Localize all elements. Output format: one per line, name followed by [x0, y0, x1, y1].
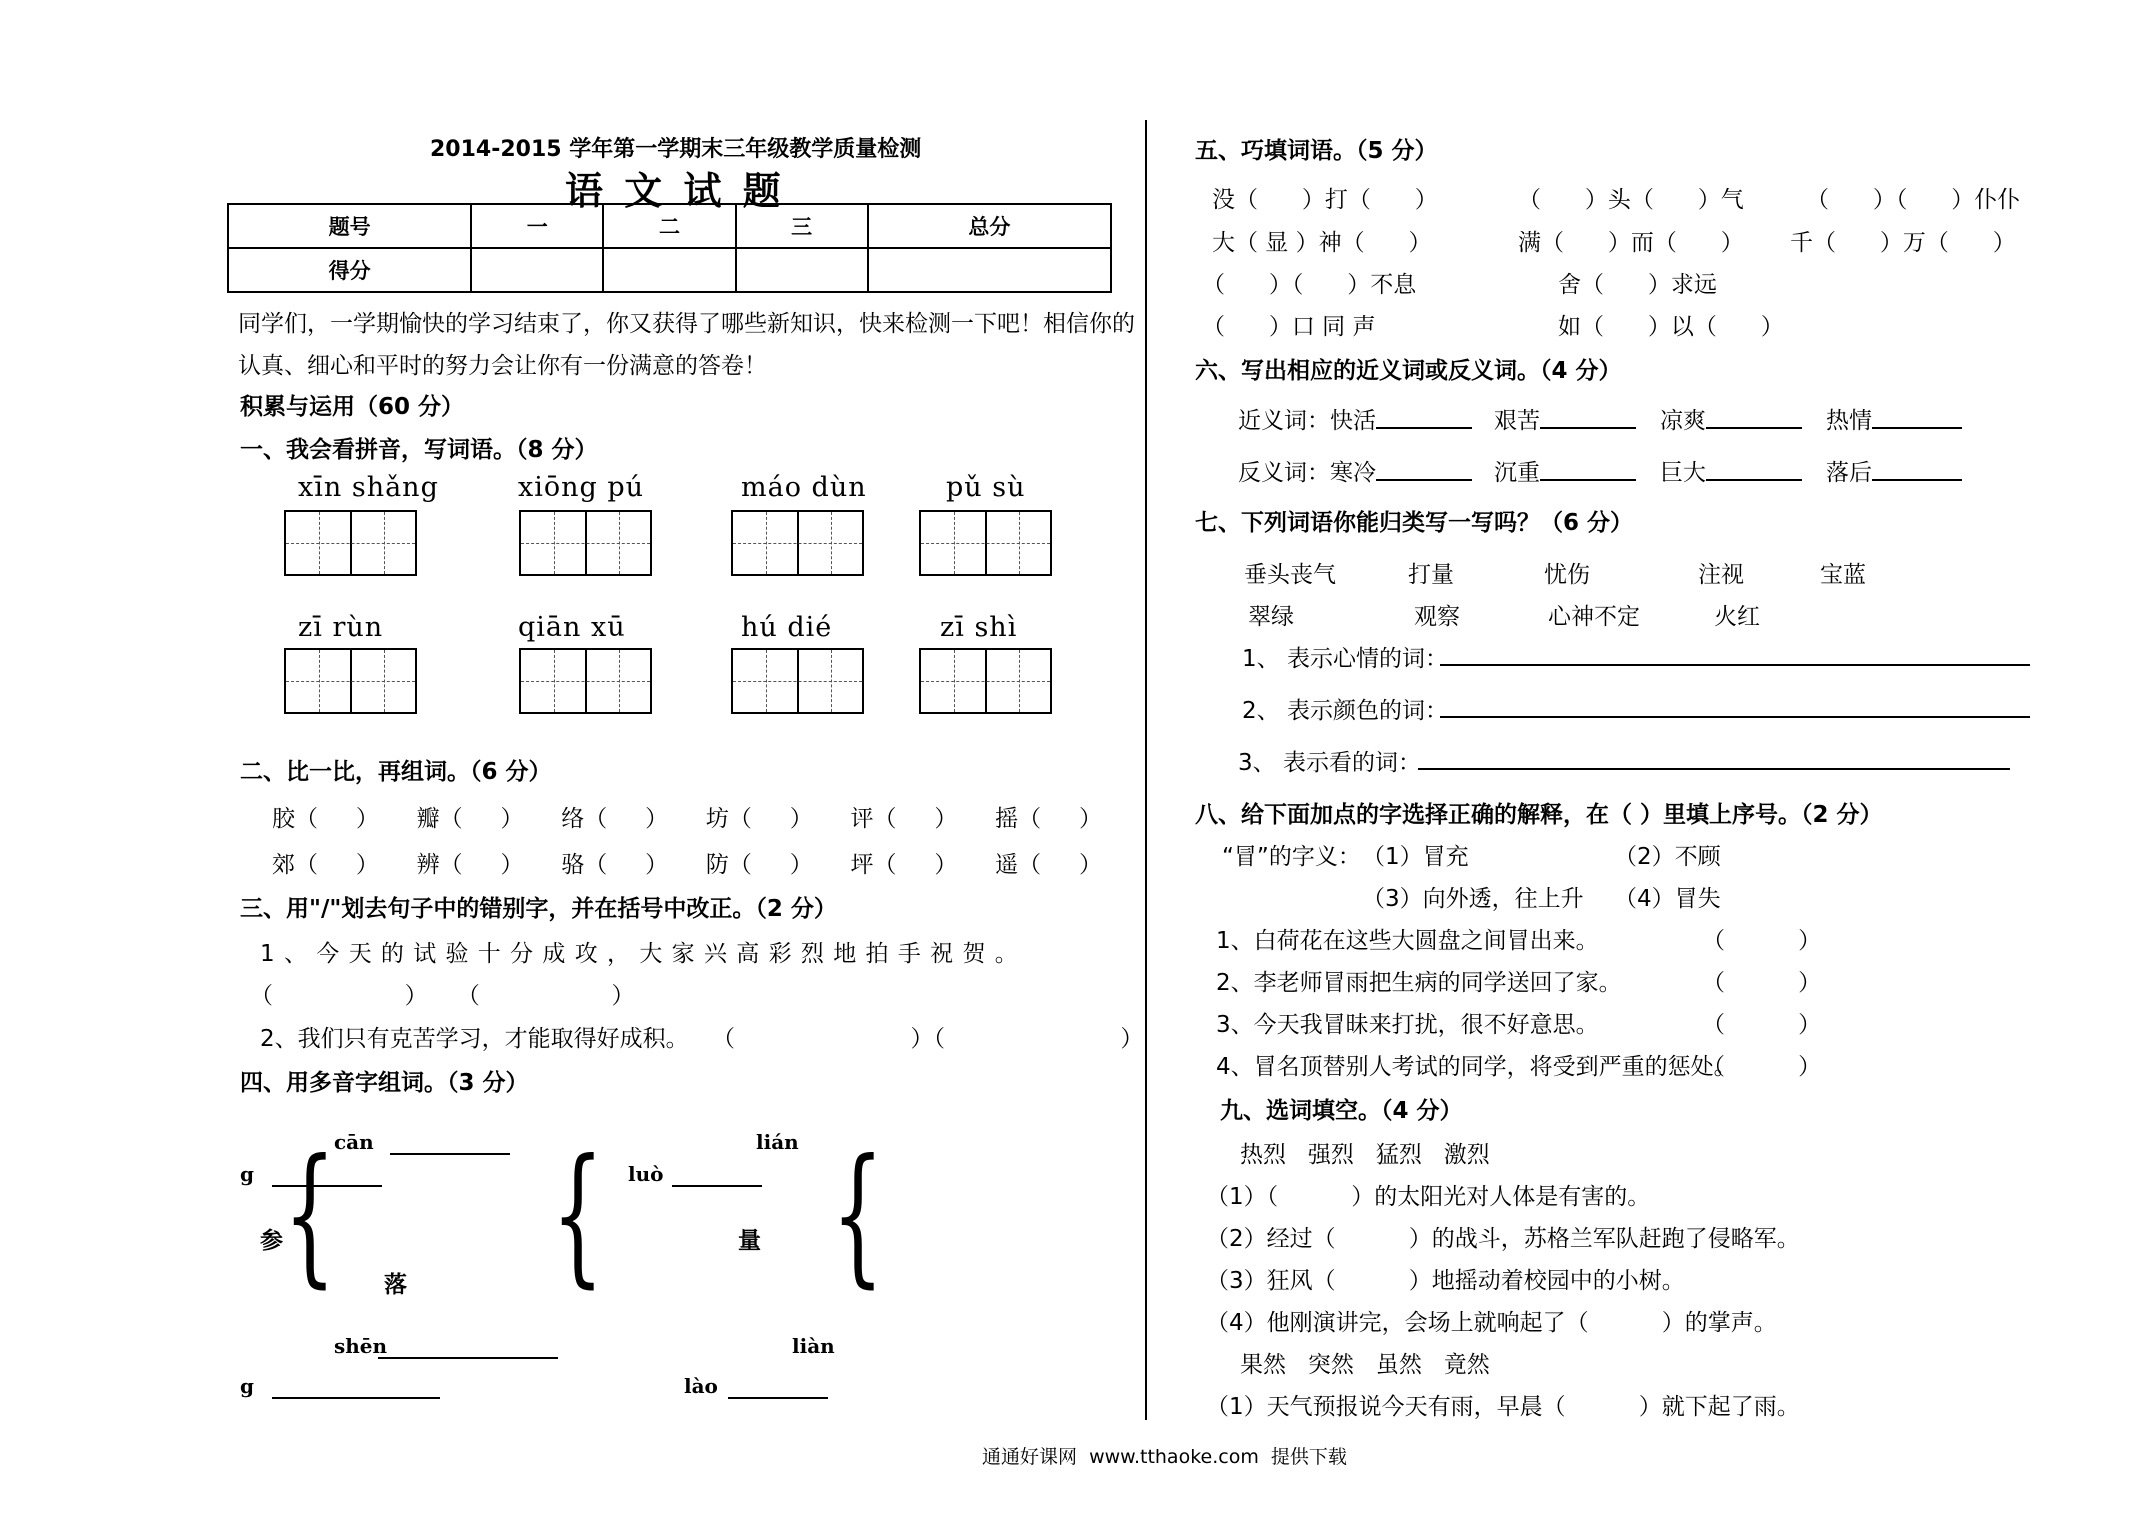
- pinyin-label: shēn: [334, 1334, 388, 1358]
- writing-grid[interactable]: [731, 648, 864, 714]
- pinyin-label: xīn shǎng: [298, 472, 439, 503]
- q4-title: 四、用多音字组词。（3 分）: [240, 1070, 529, 1096]
- score-header-cell: 题号: [228, 204, 471, 248]
- intro-line-1: 同学们，一学期愉快的学习结束了，你又获得了哪些新知识，快来检测一下吧！相信你的: [238, 311, 1135, 337]
- answer-line[interactable]: [672, 1185, 762, 1187]
- q9-sentence[interactable]: （4）他刚演讲完，会场上就响起了（ ）的掌声。: [1206, 1310, 1777, 1336]
- q5-item: 舍（ ）求远: [1558, 272, 1717, 298]
- q3-sentence-1: 1 、 今 天 的 试 验 十 分 成 攻 ， 大 家 兴 高 彩 烈 地 拍 手 祝 贺 。: [260, 941, 1019, 967]
- q2-paren: ）: [1078, 806, 1102, 832]
- pinyin-label: zī rùn: [298, 612, 384, 643]
- q4-char: 落: [384, 1272, 407, 1298]
- q7-word: 观察: [1414, 604, 1460, 630]
- pinyin-label: luò: [628, 1162, 664, 1186]
- q2-paren: ）: [500, 852, 524, 878]
- q2-char: 遥（: [995, 852, 1042, 878]
- near-word: 热情: [1826, 408, 1872, 434]
- q8-meaning-label: “冒”的字义：: [1222, 844, 1361, 870]
- answer-line[interactable]: [1706, 427, 1802, 429]
- q9-word-options: 果然 突然 虽然 竟然: [1240, 1352, 1490, 1378]
- pinyin-label: qiān xū: [518, 612, 626, 643]
- anti-word: 落后: [1826, 460, 1872, 486]
- writing-grid[interactable]: [519, 648, 652, 714]
- score-header-cell: 一: [471, 204, 603, 248]
- anti-word: 沉重: [1494, 460, 1540, 486]
- q2-paren: ）: [789, 806, 813, 832]
- score-header-cell: 三: [736, 204, 868, 248]
- q8-sentence: 1、白荷花在这些大圆盘之间冒出来。: [1216, 928, 1599, 954]
- score-label-cell: 得分: [228, 248, 471, 292]
- q8-meaning: （2）不顾: [1614, 844, 1721, 870]
- q5-item: 千（ ）万（ ）: [1790, 230, 2016, 256]
- writing-grid[interactable]: [284, 648, 417, 714]
- q8-answer-paren[interactable]: （ ）: [1702, 928, 1822, 954]
- q7-word: 垂头丧气: [1244, 562, 1336, 588]
- q5-title: 五、巧填词语。（5 分）: [1195, 138, 1438, 164]
- answer-line[interactable]: [1872, 427, 1962, 429]
- q5-item: （ ）（ ）不息: [1202, 272, 1417, 298]
- q9-sentence[interactable]: （3）狂风（ ）地摇动着校园中的小树。: [1206, 1268, 1685, 1294]
- q9-sentence[interactable]: （2）经过（ ）的战斗，苏格兰军队赶跑了侵略军。: [1206, 1226, 1800, 1252]
- q9-word-options: 热烈 强烈 猛烈 激烈: [1240, 1142, 1490, 1168]
- anti-word: 寒冷: [1330, 460, 1376, 486]
- q8-answer-paren[interactable]: （ ）: [1702, 970, 1822, 996]
- answer-line[interactable]: [1376, 427, 1472, 429]
- q2-char: 辨（: [416, 852, 463, 878]
- q7-word: 忧伤: [1544, 562, 1590, 588]
- score-input-cell[interactable]: [736, 248, 868, 292]
- pinyin-label: g: [240, 1374, 254, 1398]
- answer-line[interactable]: [1872, 479, 1962, 481]
- q5-item: （ ）（ ）仆仆: [1806, 187, 2021, 213]
- q7-word: 宝蓝: [1820, 562, 1866, 588]
- column-divider: [1145, 120, 1147, 1420]
- q8-sentence: 2、李老师冒雨把生病的同学送回了家。: [1216, 970, 1622, 996]
- answer-line[interactable]: [1418, 768, 2010, 770]
- q7-item: 1、 表示心情的词：: [1242, 646, 1448, 672]
- pinyin-label: lào: [684, 1374, 718, 1398]
- q2-paren: ）: [645, 852, 669, 878]
- q1-title: 一、我会看拼音，写词语。（8 分）: [240, 437, 598, 463]
- q8-meaning: （4）冒失: [1614, 886, 1721, 912]
- q9-sentence[interactable]: （1）（ ）的太阳光对人体是有害的。: [1206, 1184, 1651, 1210]
- near-word: 艰苦: [1494, 408, 1540, 434]
- exam-subtitle: 语 文 试 题: [565, 169, 785, 213]
- pinyin-label: lián: [756, 1130, 799, 1154]
- score-header-cell: 总分: [868, 204, 1111, 248]
- q2-char: 坪（: [850, 852, 897, 878]
- answer-line[interactable]: [390, 1153, 510, 1155]
- answer-line[interactable]: [1540, 427, 1636, 429]
- score-header-cell: 二: [603, 204, 735, 248]
- q2-paren: ）: [500, 806, 524, 832]
- q5-item: 没（ ）打（ ）: [1212, 187, 1438, 213]
- score-table: [227, 203, 1112, 293]
- answer-line[interactable]: [728, 1397, 828, 1399]
- pinyin-label: hú dié: [741, 612, 833, 643]
- near-word: 快活: [1330, 408, 1376, 434]
- answer-line[interactable]: [1440, 716, 2030, 718]
- writing-grid[interactable]: [519, 510, 652, 576]
- answer-line[interactable]: [1540, 479, 1636, 481]
- anti-label: 反义词：: [1238, 460, 1330, 486]
- q2-char: 胶（: [272, 806, 318, 832]
- q5-item: 大（ 显 ）神（ ）: [1212, 230, 1432, 256]
- q8-answer-paren[interactable]: （ ）: [1702, 1012, 1822, 1038]
- pinyin-label: máo dùn: [741, 472, 867, 503]
- pinyin-label: liàn: [792, 1334, 835, 1358]
- brace-icon: {: [283, 1128, 336, 1302]
- q7-word: 打量: [1408, 562, 1454, 588]
- q2-paren: ）: [1078, 852, 1102, 878]
- exam-title: 2014-2015 学年第一学期末三年级教学质量检测: [430, 137, 922, 162]
- answer-line[interactable]: [272, 1397, 440, 1399]
- q3-title: 三、用"/"划去句子中的错别字，并在括号中改正。（2 分）: [240, 896, 837, 922]
- score-input-cell[interactable]: [471, 248, 603, 292]
- q2-char: 骆（: [561, 852, 608, 878]
- q5-item: （ ）口 同 声: [1202, 314, 1376, 340]
- q9-sentence[interactable]: （1）天气预报说今天有雨，早晨（ ）就下起了雨。: [1206, 1394, 1800, 1420]
- q7-word: 翠绿: [1248, 604, 1294, 630]
- footer-source: 通通好课网 www.tthaoke.com 提供下载: [982, 1446, 1347, 1468]
- anti-word: 巨大: [1660, 460, 1706, 486]
- q9-title: 九、选词填空。（4 分）: [1220, 1098, 1463, 1124]
- pinyin-label: g: [240, 1162, 254, 1186]
- q2-paren: ）: [934, 806, 958, 832]
- writing-grid[interactable]: [731, 510, 864, 576]
- answer-line[interactable]: [1706, 479, 1802, 481]
- pinyin-label: cān: [334, 1130, 374, 1154]
- writing-grid[interactable]: [284, 510, 417, 576]
- q5-item: 满（ ）而（ ）: [1518, 230, 1744, 256]
- q2-char: 瓣（: [416, 806, 463, 832]
- q2-char: 坊（: [705, 806, 752, 832]
- writing-grid[interactable]: [919, 510, 1052, 576]
- pinyin-label: zī shì: [940, 612, 1018, 643]
- q2-paren: ）: [645, 806, 669, 832]
- q3-sentence-2: 2、我们只有克苦学习，才能取得好成积。: [260, 1026, 689, 1052]
- intro-line-2: 认真、细心和平时的努力会让你有一份满意的答卷！: [238, 353, 767, 379]
- q2-char: 摇（: [995, 806, 1042, 832]
- q7-item: 3、 表示看的词：: [1238, 750, 1421, 776]
- q2-paren: ）: [934, 852, 958, 878]
- q3-answer-parens-2[interactable]: （ ）（ ）: [712, 1026, 1144, 1052]
- q2-row-2: [272, 846, 1102, 879]
- q5-item: 如（ ）以（ ）: [1558, 314, 1784, 340]
- writing-grid[interactable]: [919, 648, 1052, 714]
- q2-char: 评（: [850, 806, 897, 832]
- q2-paren: ）: [355, 852, 379, 878]
- q8-meaning: （3）向外透，往上升: [1362, 886, 1584, 912]
- q8-meaning: （1）冒充: [1362, 844, 1469, 870]
- q2-title: 二、比一比，再组词。（6 分）: [240, 759, 552, 785]
- brace-icon: {: [831, 1128, 884, 1302]
- q8-sentence: 3、今天我冒昧来打扰，很不好意思。: [1216, 1012, 1599, 1038]
- answer-line[interactable]: [378, 1357, 558, 1359]
- q8-answer-paren[interactable]: （ ）: [1702, 1054, 1822, 1080]
- answer-line[interactable]: [1440, 664, 2030, 666]
- q2-paren: ）: [355, 806, 379, 832]
- pinyin-label: pǔ sù: [946, 472, 1026, 503]
- pinyin-label: xiōng pú: [518, 472, 645, 503]
- q7-title: 七、下列词语你能归类写一写吗？（6 分）: [1195, 510, 1634, 536]
- q7-word: 心神不定: [1548, 604, 1640, 630]
- answer-line[interactable]: [1376, 479, 1472, 481]
- q4-char: 量: [738, 1228, 761, 1254]
- part-title: 积累与运用（60 分）: [240, 394, 465, 420]
- q4-char: 参: [260, 1228, 283, 1254]
- q2-char: 络（: [561, 806, 608, 832]
- q7-word: 注视: [1698, 562, 1744, 588]
- q2-paren: ）: [789, 852, 813, 878]
- q8-title: 八、给下面加点的字选择正确的解释，在（ ）里填上序号。（2 分）: [1195, 802, 1883, 828]
- q6-title: 六、写出相应的近义词或反义词。（4 分）: [1195, 358, 1622, 384]
- score-input-cell[interactable]: [868, 248, 1111, 292]
- q2-row-1: [272, 800, 1102, 833]
- q7-word: 火红: [1714, 604, 1760, 630]
- q2-char: 防（: [705, 852, 752, 878]
- q5-item: （ ）头（ ）气: [1518, 187, 1744, 213]
- brace-icon: {: [551, 1128, 604, 1302]
- q7-item: 2、 表示颜色的词：: [1242, 698, 1448, 724]
- near-word: 凉爽: [1660, 408, 1706, 434]
- score-input-cell[interactable]: [603, 248, 735, 292]
- q8-sentence: 4、冒名顶替别人考试的同学，将受到严重的惩处。: [1216, 1054, 1737, 1080]
- q2-char: 郊（: [272, 852, 318, 878]
- q3-answer-parens-1[interactable]: （ ） （ ）: [250, 983, 635, 1009]
- near-label: 近义词：: [1238, 408, 1330, 434]
